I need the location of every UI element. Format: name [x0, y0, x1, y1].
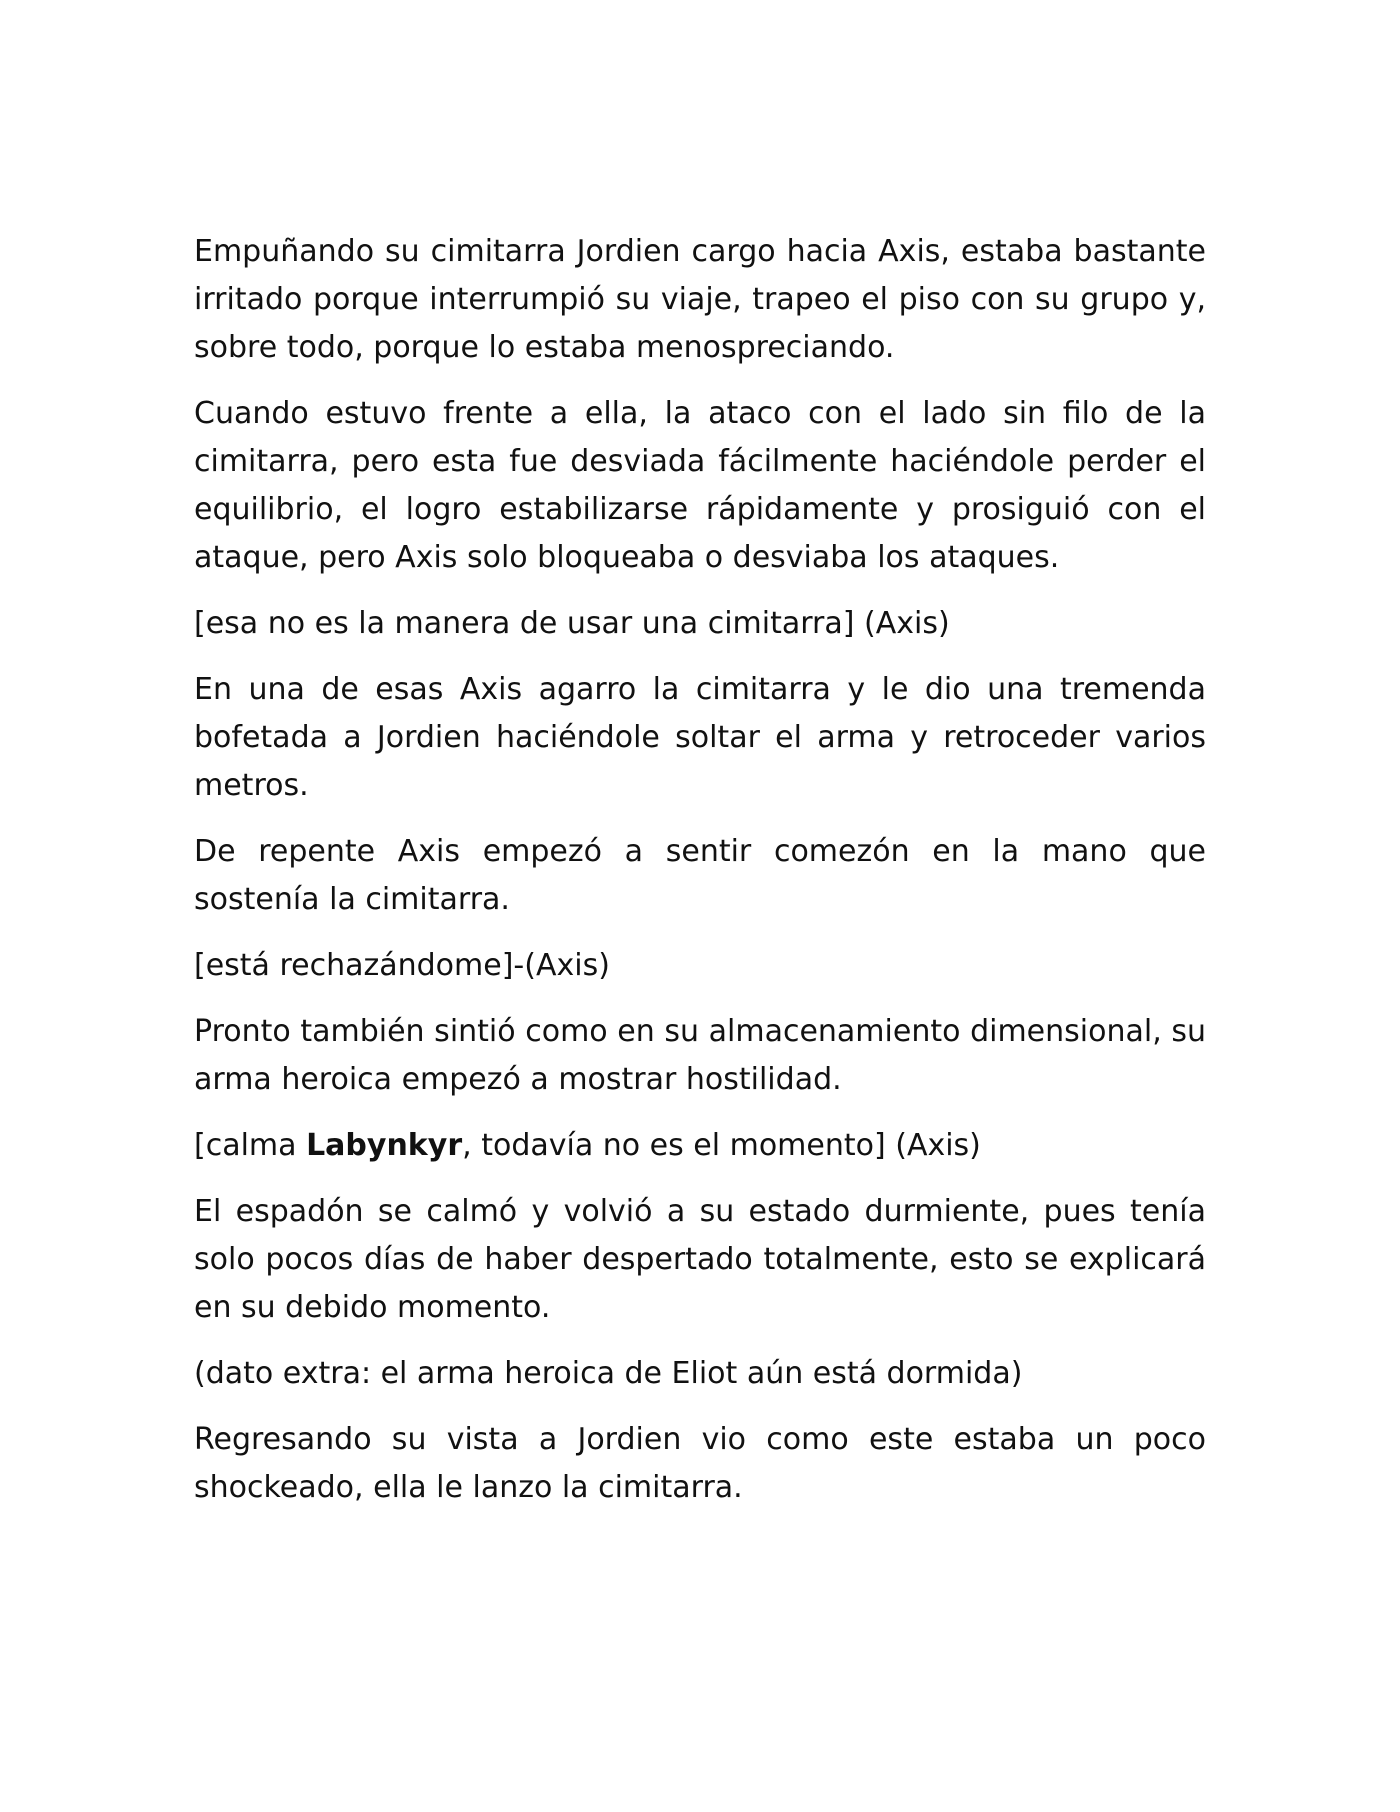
paragraph-8: [194, 1122, 1206, 1170]
paragraph-8-after: , todavía no es el momento] (Axis): [462, 1128, 981, 1163]
paragraph-4: En una de esas Axis agarro la cimitarra y le dio una tremenda bofetada a Jordien haciéndole soltar el arma y retroceder varios metros.: [194, 672, 1206, 803]
paragraph-1: Empuñando su cimitarra Jordien cargo hacia Axis, estaba bastante irritado porque interrumpió su viaje, trapeo el piso con su grupo y, sobre todo, porque lo estaba menospreciando.: [194, 234, 1206, 365]
paragraph-11: Regresando su vista a Jordien vio como este estaba un poco shockeado, ella le lanzo la cimitarra.: [194, 1422, 1206, 1505]
paragraph-8-before: [calma: [194, 1128, 307, 1163]
paragraph-6: [está rechazándome]-(Axis): [194, 948, 610, 983]
document-body: [194, 228, 1206, 1530]
paragraph-5: De repente Axis empezó a sentir comezón en la mano que sostenía la cimitarra.: [194, 834, 1206, 917]
paragraph-9: El espadón se calmó y volvió a su estado durmiente, pues tenía solo pocos días de haber despertado totalmente, esto se explicará en su debido momento.: [194, 1194, 1206, 1325]
paragraph-2: Cuando estuvo frente a ella, la ataco con el lado sin filo de la cimitarra, pero esta fue desviada fácilmente haciéndole perder el equilibrio, el logro estabilizarse rápidamente y prosiguió con el ataque, pero Axis solo bloqueaba o desviaba los ataques.: [194, 396, 1206, 575]
weapon-name: Labynkyr: [306, 1128, 463, 1163]
paragraph-10: (dato extra: el arma heroica de Eliot aún está dormida): [194, 1356, 1023, 1391]
paragraph-7: Pronto también sintió como en su almacenamiento dimensional, su arma heroica empezó a mostrar hostilidad.: [194, 1014, 1206, 1097]
paragraph-3: [esa no es la manera de usar una cimitarra] (Axis): [194, 606, 950, 641]
